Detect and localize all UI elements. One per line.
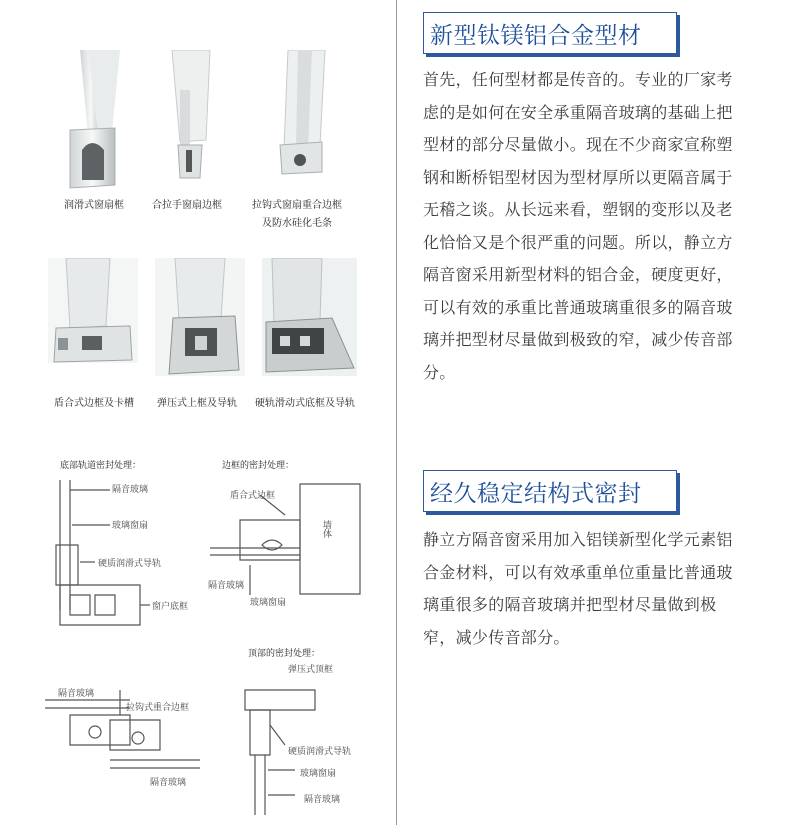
diagram-label: 隔音玻璃 (112, 485, 149, 495)
section-title: 经久稳定结构式密封 (430, 480, 642, 507)
profile-caption: 润滑式窗扇框 (64, 200, 124, 211)
section-body-profile: 首先，任何型材都是传音的。专业的厂家考虑的是如何在安全承重隔音玻璃的基础上把型材的部分尽量做小。现在不少商家宣称塑钢和断桥铝型材因为型材厚所以更隔音属于无稽之谈。从长远来看，塑钢的变形以及老化恰恰又是个很严重的问题。所以，静立方隔音窗采用新型材料的铝合金，硬度更好，可以有效的承重比普通玻璃重很多的隔音玻璃并把型材尽量做到极致的窄，减少传音部分。 (423, 70, 733, 382)
diagram-label: 窗户底框 (152, 602, 189, 612)
section-body-seal: 静立方隔音窗采用加入铝镁新型化学元素铝合金材料，可以有效承重单位重量比普通玻璃重很多的隔音玻璃并把型材尽量做到极窄，减少传音部分。 (423, 530, 733, 647)
diagram-title-top: 顶部的密封处理： (248, 649, 321, 659)
diagram-label: 隔音玻璃 (208, 581, 245, 591)
profile-caption: 拉钩式窗扇重合边框 (252, 200, 342, 211)
diagram-label: 隔音玻璃 (304, 795, 341, 805)
diagram-label: 隔音玻璃 (150, 778, 187, 788)
profile-caption: 及防水硅化毛条 (262, 218, 332, 229)
diagram-label: 玻璃窗扇 (250, 598, 287, 608)
diagram-title-bottom: 底部轨道密封处理： (60, 461, 142, 471)
diagram-label: 盾合式边框 (230, 491, 276, 501)
profile-caption: 盾合式边框及卡槽 (54, 398, 134, 409)
section-heading-seal (423, 470, 677, 512)
profile-caption: 合拉手窗扇边框 (152, 200, 222, 211)
section-title: 新型钛镁铝合金型材 (430, 22, 642, 49)
diagram-label: 玻璃窗扇 (300, 769, 337, 779)
diagram-label: 弹压式顶框 (288, 665, 334, 675)
diagram-label: 隔音玻璃 (58, 689, 95, 699)
diagram-label: 硬质润滑式导轨 (98, 559, 162, 569)
diagram-label: 拉钩式重合边框 (126, 703, 190, 713)
section-heading-profile (423, 12, 677, 54)
profile-caption: 弹压式上框及导轨 (157, 398, 237, 409)
diagram-label: 墙体 (321, 520, 331, 538)
diagram-label: 硬质润滑式导轨 (288, 747, 352, 757)
diagram-title-side: 边框的密封处理： (222, 461, 295, 471)
diagram-label: 玻璃窗扇 (112, 521, 149, 531)
profile-caption: 硬轨滑动式底框及导轨 (255, 398, 355, 409)
column-divider (396, 0, 397, 825)
